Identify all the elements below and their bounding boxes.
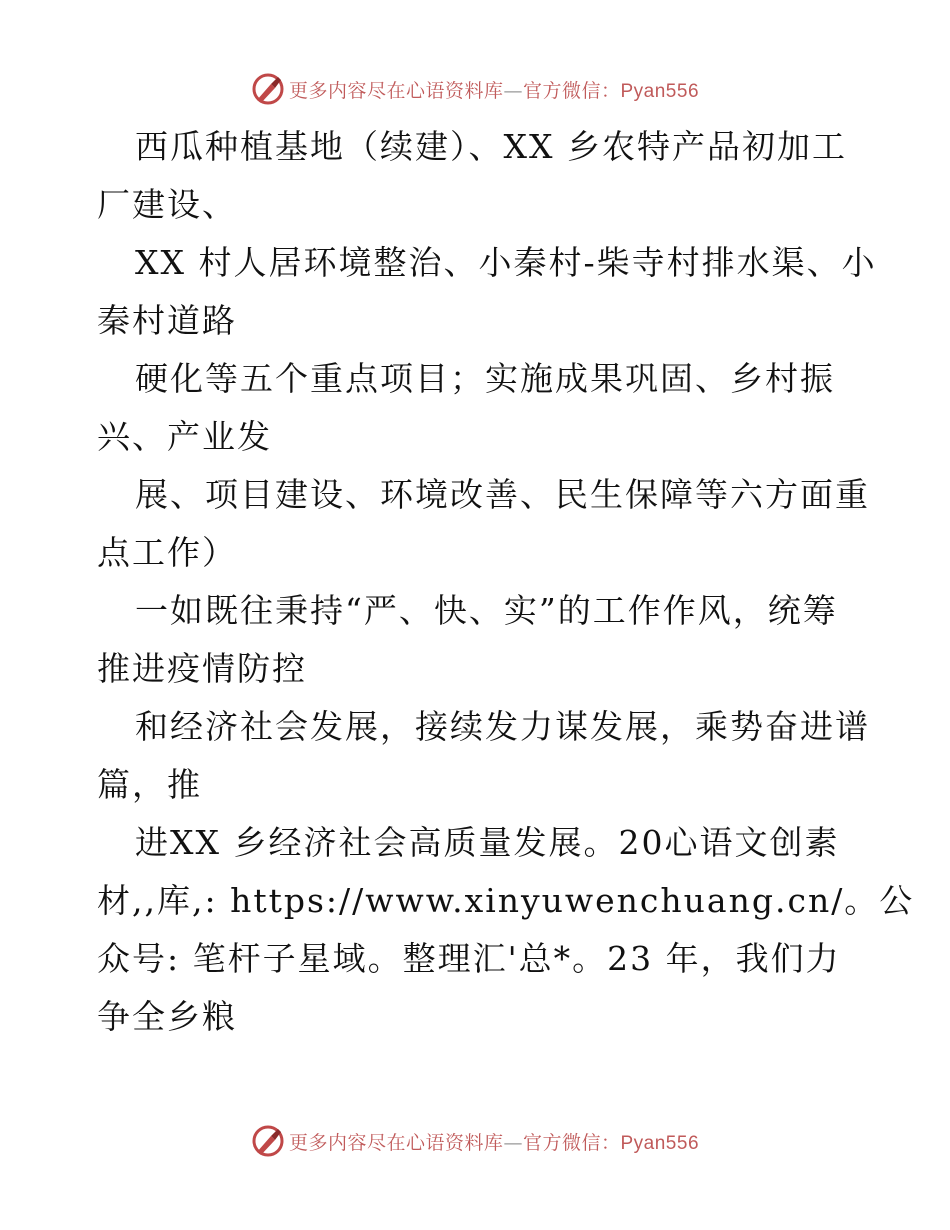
body-line: 众号: 笔杆子星域。整理汇'总*。23 年，我们力: [97, 939, 841, 978]
body-line: 厂建设、: [97, 185, 237, 224]
body-line: 进XX 乡经济社会高质量发展。20心语文创素: [135, 823, 840, 862]
watermark-wechat-label: 官方微信：: [522, 79, 621, 102]
document-body: [97, 118, 915, 1046]
watermark-separator: —: [503, 1131, 523, 1154]
watermark-text: 更多内容尽在心语资料库: [288, 1131, 504, 1154]
body-line: 展、项目建设、环境改善、民生保障等六方面重: [135, 475, 870, 514]
watermark-wechat-id: Pyan556: [620, 80, 700, 102]
body-line: 硬化等五个重点项目；实施成果巩固、乡村振: [135, 359, 835, 398]
body-line: 兴、产业发: [97, 417, 272, 456]
body-line: 推进疫情防控: [97, 649, 307, 688]
watermark-wechat-id: Pyan556: [620, 1132, 700, 1154]
body-line: 篇，推: [97, 765, 202, 804]
body-line: 一如既往秉持“严、快、实”的工作作风，统筹: [135, 591, 838, 630]
body-line: 西瓜种植基地（续建）、XX 乡农特产品初加工: [135, 127, 847, 166]
body-line: 秦村道路: [97, 301, 237, 340]
body-line: 争全乡粮: [97, 997, 237, 1036]
watermark-text: 更多内容尽在心语资料库: [288, 79, 504, 102]
watermark-separator: —: [503, 79, 523, 102]
watermark-wechat-label: 官方微信：: [522, 1131, 621, 1154]
body-line: 点工作）: [97, 533, 237, 572]
body-line: XX 村人居环境整治、小秦村-柴寺村排水渠、小: [135, 243, 877, 282]
pen-logo-icon: [251, 72, 285, 106]
pen-logo-icon: [251, 1124, 285, 1158]
footer-watermark: [0, 1124, 950, 1158]
body-line: 和经济社会发展，接续发力谋发展，乘势奋进谱: [135, 707, 870, 746]
header-watermark: [0, 72, 950, 106]
body-line: 材,,库,: https://www.xinyuwenchuang.cn/。公: [97, 881, 915, 920]
